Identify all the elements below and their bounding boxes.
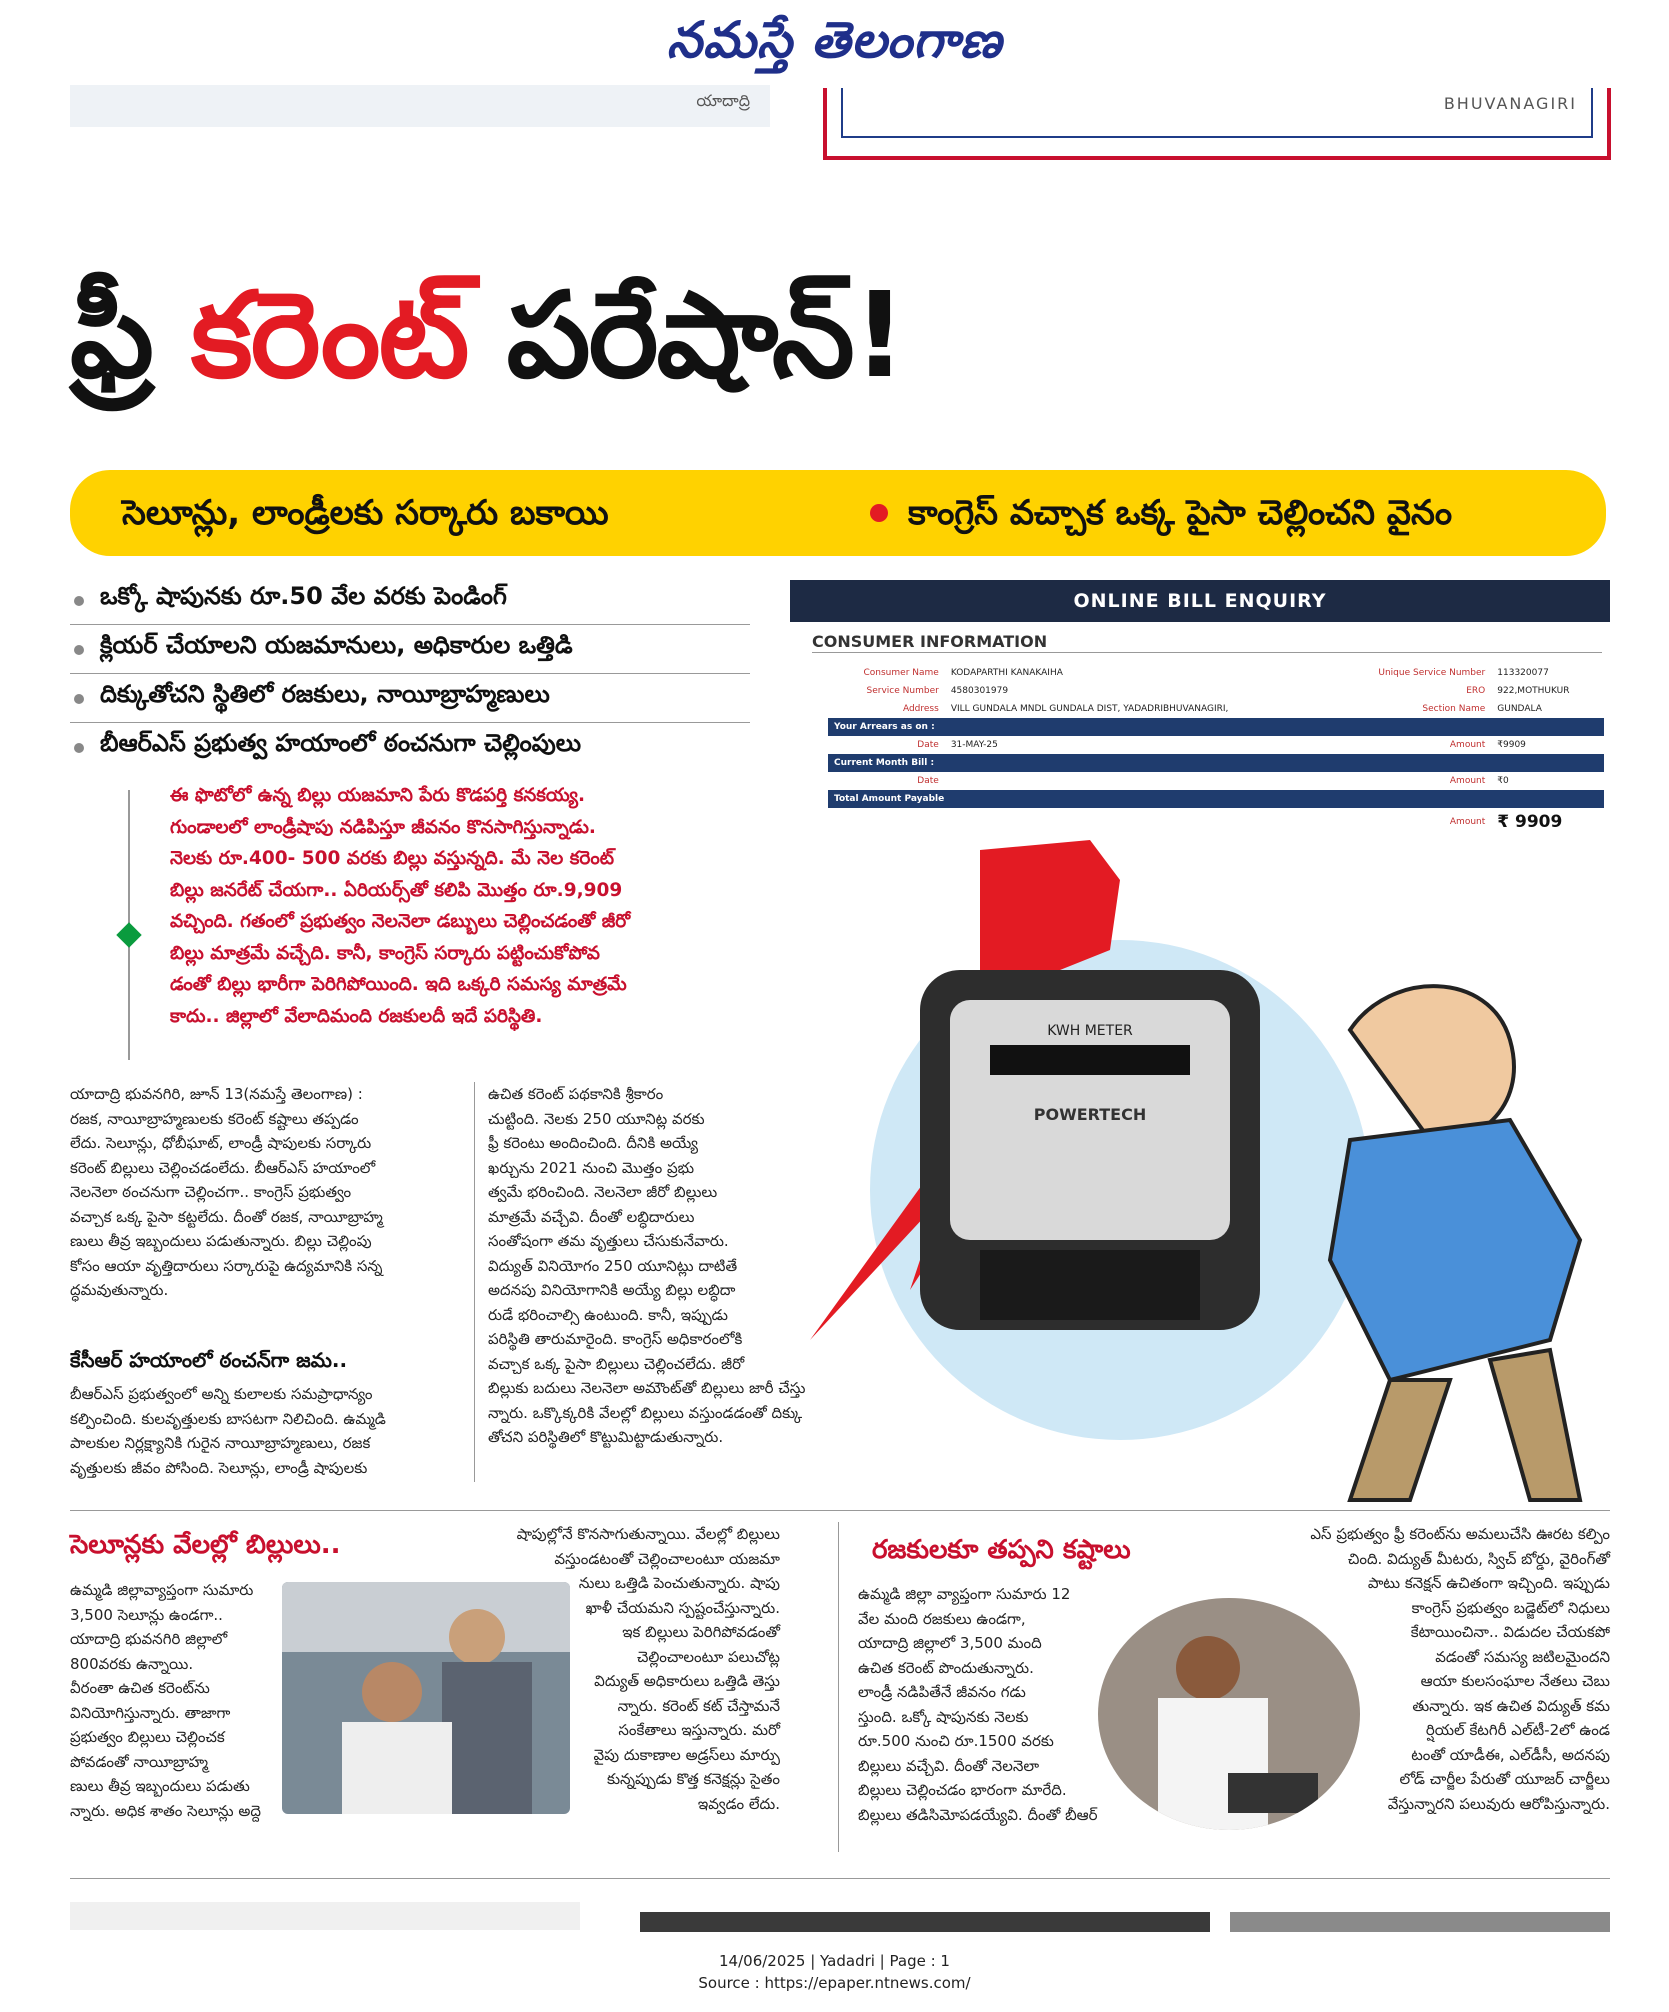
body-line: చెల్లించాలంటూ పలుచోట్ల	[636, 1647, 780, 1666]
body-line: ఉచిత కరెంట్ పొందుతున్నారు.	[858, 1658, 1034, 1677]
bullet-icon	[74, 694, 84, 704]
body-line: రుడే భరించాల్సి ఉంటుంది. కానీ, ఇప్పుడు	[488, 1305, 728, 1324]
callout-line: గుండాలలో లాండ్రీషాపు నడిపిస్తూ జీవనం కొనసాగిస్తున్నాడు.	[170, 816, 596, 838]
section-heading-salons: సెలూన్లకు వేలల్లో బిల్లులు..	[70, 1530, 341, 1560]
body-line: ఉమ్మడి జిల్లా వ్యాప్తంగా సుమారు 12	[858, 1585, 1071, 1603]
article-column-1	[70, 1082, 460, 1303]
bullet-text: దిక్కుతోచని స్థితిలో రజకులు, నాయీబ్రాహ్మణులు	[100, 680, 550, 708]
top-ad-strip-left	[70, 85, 770, 127]
headline	[70, 190, 1610, 480]
bullet-text: ఒక్కో షాపునకు రూ.50 వేల వరకు పెండింగ్	[100, 582, 507, 610]
bottom-ad-strip-1	[70, 1902, 580, 1930]
body-line: అదనపు వినియోగానికి అయ్యే బిల్లు లబ్ధిదా	[488, 1281, 736, 1299]
page-bottom-rule	[70, 1878, 1610, 1879]
column-divider	[838, 1522, 839, 1852]
body-line: వడంతో సమస్య జటిలమైందని	[1435, 1647, 1610, 1666]
salon-column-left	[70, 1578, 285, 1823]
washermen-column-right	[1240, 1522, 1610, 1816]
article-column-2	[488, 1082, 806, 1450]
body-line: కేటాయించినా.. విడుదల చేయకపో	[1410, 1623, 1610, 1641]
body-line: బిల్లులు వచ్చేవి. దీంతో నెలనెలా	[858, 1756, 1040, 1775]
body-line: న్నారు. ఒక్కొక్కరికి వేలల్లో బిల్లులు వస్తుండడంతో దిక్కు	[488, 1403, 803, 1422]
table-row	[828, 790, 1604, 808]
table-row	[828, 682, 1604, 700]
table-row	[828, 736, 1604, 754]
body-line: వైపు దుకాణాల అడ్రస్‌లు మార్పు	[593, 1745, 780, 1764]
headline-word-2: కరెంట్	[191, 266, 468, 404]
body-line: ణులు తీవ్ర ఇబ్బందులు పడుతున్నారు. బిల్లు చెల్లింపు	[70, 1232, 372, 1250]
body-line: న్నారు. అధిక శాతం సెలూన్లు అద్దె	[70, 1801, 261, 1820]
section-divider	[70, 1510, 1610, 1511]
body-line: బిల్లులు చెల్లించడం భారంగా మారేది.	[858, 1781, 1067, 1799]
table-row	[828, 772, 1604, 790]
body-line: లోడ్ చార్జీల పేరుతో యూజర్ చార్జీలు	[1399, 1770, 1610, 1788]
body-line: వీరంతా ఉచిత కరెంట్‌ను	[70, 1679, 210, 1697]
top-strip-right-label: BHUVANAGIRI	[1443, 94, 1577, 113]
body-line: లేదు. సెలూన్లు, ధోబీఘాట్, లాండ్రీ షాపులకు సర్కారు	[70, 1134, 372, 1152]
meter-display	[990, 1045, 1190, 1075]
consumer-info-heading: CONSUMER INFORMATION	[812, 632, 1048, 651]
customer-cape	[342, 1722, 452, 1814]
body-line: పాలకుల నిర్లక్ష్యానికి గురైన నాయీబ్రాహ్మణులు, రజక	[70, 1434, 371, 1452]
table-row	[828, 700, 1604, 718]
body-line: బిల్లుకు బదులు నెలనెలా అమౌంట్‌తో బిల్లులు జారీ చేస్తు	[488, 1379, 806, 1397]
table-cell: Date	[917, 776, 939, 786]
bullet-icon	[74, 596, 84, 606]
table-cell: 4580301979	[950, 686, 1009, 696]
article-column-1b	[70, 1382, 460, 1480]
bottom-ad-strip-3	[1230, 1912, 1610, 1932]
top-strip-left-label: యాదాద్రి	[696, 91, 750, 110]
body-line: 3,500 సెలూన్లు ఉండగా..	[70, 1605, 223, 1624]
body-line: వేల మంది రజకులు ఉండగా,	[858, 1609, 1026, 1628]
callout-line: బిల్లు మాత్రమే వచ్చేది. కానీ, కాంగ్రెస్ సర్కారు పట్టించుకోపోవ	[170, 942, 600, 964]
footer-source-line: Source : https://epaper.ntnews.com/	[698, 1974, 971, 1992]
body-line: న్నారు. కరెంట్ కట్ చేస్తామనే	[617, 1696, 780, 1715]
table-cell: ERO	[1466, 686, 1486, 696]
body-line: కల్పించింది. కులవృత్తులకు బాసటగా నిలిచింది. ఉమ్మడి	[70, 1409, 386, 1428]
table-cell: 113320077	[1497, 668, 1549, 678]
body-line: చుట్టింది. నెలకు 250 యూనిట్ల వరకు	[488, 1109, 705, 1128]
top-ad-strip-right	[823, 88, 1611, 160]
body-line: వినియోగిస్తున్నారు. తాజాగా	[70, 1703, 231, 1722]
body-line: పాటు కనెక్షన్ ఉచితంగా ఇచ్చింది. ఇప్పుడు	[1367, 1574, 1610, 1592]
body-line: ణులు తీవ్ర ఇబ్బందులు పడుతు	[70, 1777, 250, 1795]
page-footer	[0, 1950, 1669, 1994]
table-row	[828, 664, 1604, 682]
table-row	[828, 754, 1604, 772]
meter-brand: POWERTECH	[1033, 1105, 1147, 1124]
body-line: స్తుంది. ఒక్కో షాపునకు నెలకు	[858, 1707, 1029, 1726]
table-cell: 31-MAY-25	[950, 740, 998, 750]
body-line: నెలనెలా ఠంచనుగా చెల్లించగా.. కాంగ్రెస్ ప్రభుత్వం	[70, 1183, 352, 1201]
headline-word-1: ఫ్రీ	[70, 266, 152, 404]
list-item	[70, 725, 750, 771]
body-line: పరిస్థితి తారుమారైంది. కాంగ్రెస్ అధికారంలోకి	[488, 1330, 743, 1348]
bullet-text: క్లియర్ చేయాలని యజమానులు, అధికారుల ఒత్తిడి	[100, 631, 573, 659]
callout-line: డంతో బిల్లు భారీగా పెరిగిపోయింది. ఇది ఒక్కరి సమస్య మాత్రమే	[170, 974, 627, 995]
body-line: చింది. విద్యుత్ మీటరు, స్విచ్ బోర్డు, వైరింగ్‌తో	[1347, 1549, 1610, 1568]
body-line: ఫ్రీ కరెంటు అందించింది. దీనికి అయ్యే	[488, 1134, 699, 1152]
callout-line: బిల్లు జనరేట్ చేయగా.. ఏరియర్స్‌తో కలిపి మొత్తం రూ.9,909	[170, 879, 623, 901]
table-cell: 922,MOTHUKUR	[1497, 686, 1570, 696]
photo-caption-callout	[170, 780, 775, 1032]
body-line: ఉచిత కరెంట్ పథకానికి శ్రీకారం	[488, 1085, 664, 1103]
footer-date-line: 14/06/2025 | Yadadri | Page : 1	[719, 1952, 950, 1970]
customer-head	[362, 1662, 422, 1722]
body-line: పోవడంతో నాయీబ్రాహ్మ	[70, 1752, 208, 1771]
meter-terminal	[980, 1250, 1200, 1320]
table-cell: ₹0	[1497, 776, 1509, 786]
masthead-title: నమస్తే తెలంగాణ	[666, 10, 1003, 69]
table-cell: Total Amount Payable	[828, 790, 1604, 808]
meter-label: KWH METER	[1047, 1023, 1133, 1039]
table-cell: Date	[917, 740, 939, 750]
body-line: తోచని పరిస్థితిలో కొట్టుమిట్టాడుతున్నారు.	[488, 1428, 724, 1446]
table-cell: Unique Service Number	[1378, 668, 1486, 678]
divider	[812, 652, 1602, 653]
table-cell: Your Arrears as on :	[828, 718, 1604, 736]
table-cell	[945, 772, 1332, 790]
man-head	[1176, 1636, 1240, 1700]
table-cell: GUNDALA	[1497, 704, 1542, 714]
body-line: కరెంట్ బిల్లులు చెల్లించడంలేదు. బీఆర్ఎస్ హయాంలో	[70, 1158, 376, 1177]
table-cell: Consumer Name	[863, 668, 939, 678]
body-line: కోసం ఆయా వృత్తిదారులు సర్కారుపై ఉద్యమానికి సన్న	[70, 1256, 383, 1275]
bottom-ad-strip-2	[640, 1912, 1210, 1932]
salon-column-right	[440, 1522, 780, 1816]
callout-line: కాదు.. జిల్లాలో వేలాదిమంది రజకులదీ ఇదే పరిస్థితి.	[170, 1005, 543, 1027]
body-line: వృత్తులకు జీవం పోసింది. సెలూన్లు, లాండ్రీ షాపులకు	[70, 1458, 368, 1477]
body-line: ఎస్ ప్రభుత్వం ఫ్రీ కరెంట్‌ను అమలుచేసి ఊరట కల్పిం	[1310, 1525, 1610, 1543]
body-line: వేస్తున్నారని పలువురు ఆరోపిస్తున్నారు.	[1387, 1794, 1610, 1813]
bullet-text: బీఆర్ఎస్ ప్రభుత్వ హయాంలో ఠంచనుగా చెల్లింపులు	[100, 729, 582, 757]
body-line: యాదాద్రి భువనగిరి, జూన్ 13(నమస్తే తెలంగాణ) :	[70, 1085, 363, 1103]
column-divider	[474, 1082, 475, 1482]
table-cell: Amount	[1449, 817, 1486, 827]
body-line: సంకేతాలు ఇస్తున్నారు. మరో	[618, 1721, 780, 1739]
body-line: ప్రభుత్వం బిల్లులు చెల్లించక	[70, 1728, 225, 1746]
table-cell: Current Month Bill :	[828, 754, 1604, 772]
table-cell: ₹9909	[1497, 740, 1526, 750]
masthead	[0, 0, 1669, 80]
table-cell: Service Number	[866, 686, 939, 696]
body-line: ఖాళీ చేయమని స్పష్టంచేస్తున్నారు.	[585, 1598, 780, 1617]
callout-line: నెలకు రూ.400- 500 వరకు బిల్లు వస్తున్నది. మే నెల కరెంట్	[170, 848, 614, 869]
bullet-icon	[74, 645, 84, 655]
illustration	[790, 820, 1610, 1520]
section-heading-washermen: రజకులకూ తప్పని కష్టాలు	[872, 1535, 1131, 1565]
body-line: లాండ్రీ నడిపితేనే జీవనం గడు	[858, 1683, 1026, 1701]
table-cell: Amount	[1449, 776, 1486, 786]
bullet-dot	[870, 504, 888, 522]
table-row	[828, 718, 1604, 736]
body-line: ఉమ్మడి జిల్లావ్యాప్తంగా సుమారు	[70, 1581, 254, 1599]
body-line: ర్షియల్ కేటగిరీ ఎల్‌టీ-2లో ఉండ	[1425, 1721, 1610, 1739]
table-cell: Address	[902, 704, 939, 714]
headline-word-3: పరేషాన్!	[506, 266, 905, 404]
table-cell: Section Name	[1422, 704, 1486, 714]
body-line: తున్నారు. ఇక ఉచిత విద్యుత్ కమ	[1412, 1696, 1610, 1715]
list-item	[70, 627, 750, 674]
bill-title: ONLINE BILL ENQUIRY	[790, 580, 1610, 622]
table-cell: VILL GUNDALA MNDL GUNDALA DIST, YADADRIBHUVANAGIRI,	[950, 704, 1229, 714]
bullet-icon	[74, 743, 84, 753]
bill-table	[828, 664, 1604, 836]
body-line: వచ్చాక ఒక్క పైసా కట్టలేదు. దీంతో రజక, నాయీబ్రాహ్మ	[70, 1207, 383, 1226]
table-cell: Amount	[1449, 740, 1486, 750]
bullet-list	[70, 578, 750, 773]
body-line: రజక, నాయీబ్రాహ్మణులకు కరెంట్ కష్టాలు తప్పడం	[70, 1109, 359, 1128]
man-shirt	[1330, 1120, 1580, 1380]
man-head	[1350, 986, 1514, 1141]
body-line: కాంగ్రెస్ ప్రభుత్వం బడ్జెట్‌లో నిధులు	[1411, 1598, 1610, 1617]
table-cell: KODAPARTHI KANAKAIHA	[950, 668, 1063, 678]
body-line: నులు ఒత్తిడి పెంచుతున్నారు. షాపు	[578, 1574, 780, 1592]
body-line: యాదాద్రి భువనగిరి జిల్లాలో	[70, 1630, 228, 1648]
body-line: సంతోషంగా తమ వృత్తులు చేసుకునేవారు.	[488, 1232, 729, 1250]
body-line: బీఆర్ఎస్ ప్రభుత్వంలో అన్ని కులాలకు సమప్రాధాన్యం	[70, 1385, 373, 1403]
subheadline-right: కాంగ్రెస్ వచ్చాక ఒక్క పైసా చెల్లించని వైనం	[908, 493, 1453, 533]
subheadline-bar	[70, 470, 1606, 556]
body-line: ఖర్చును 2021 నుంచి మొత్తం ప్రభు	[488, 1158, 695, 1177]
callout-line: ఈ ఫొటోలో ఉన్న బిల్లు యజమాని పేరు కొడపర్తి కనకయ్య.	[170, 785, 585, 806]
body-line: త్వమే భరించింది. నెలనెలా జీరో బిల్లులు	[488, 1183, 718, 1201]
subheadline-kcr: కేసీఆర్ హయాంలో ఠంచన్‌గా జమ..	[70, 1348, 348, 1372]
subheadline-left: సెలూన్లు, లాండ్రీలకు సర్కారు బకాయి	[122, 493, 609, 533]
diamond-icon	[116, 922, 141, 947]
body-line: ఇవ్వడం లేదు.	[697, 1794, 780, 1813]
body-line: ద్ధమవుతున్నారు.	[70, 1281, 169, 1299]
body-line: మాత్రమే వచ్చేవి. దీంతో లబ్ధిదారులు	[488, 1207, 695, 1226]
body-line: ఇక బిల్లులు పెరిగిపోవడంతో	[622, 1623, 780, 1641]
body-line: వస్తుండటంతో చెల్లించాలంటూ యజమా	[554, 1549, 780, 1568]
body-line: విద్యుత్ అధికారులు ఒత్తిడి తెస్తు	[594, 1672, 780, 1690]
body-line: 800వరకు ఉన్నాయి.	[70, 1654, 194, 1673]
body-line: బిల్లులు తడిసిమోపడయ్యేవి. దీంతో బీఆర్	[858, 1805, 1098, 1824]
list-item	[70, 676, 750, 723]
body-line: యాదాద్రి జిల్లాలో 3,500 మంది	[858, 1634, 1042, 1652]
body-line: కున్నప్పుడు కొత్త కనెక్షన్లు సైతం	[607, 1770, 780, 1788]
body-line: రూ.500 నుంచి రూ.1500 వరకు	[858, 1732, 1054, 1750]
table-cell: ₹ 9909	[1497, 812, 1563, 832]
list-item	[70, 578, 750, 625]
body-line: షాపుల్లోనే కొనసాగుతున్నాయి. వేలల్లో బిల్లులు	[516, 1525, 780, 1543]
body-line: టంతో యాడీఈ, ఎల్‌డీసీ, అదనపు	[1411, 1745, 1610, 1764]
callout-line: వచ్చింది. గతంలో ప్రభుత్వం నెలనెలా డబ్బులు చెల్లించడంతో జీరో	[170, 911, 631, 932]
body-line: వచ్చాక ఒక్క పైసా బిల్లులు చెల్లించలేదు. జీరో	[488, 1354, 745, 1373]
body-line: విద్యుత్ వినియోగం 250 యూనిట్లు దాటితే	[488, 1256, 738, 1275]
body-line: ఆయా కులసంఘాల నేతలు చెబు	[1420, 1672, 1610, 1690]
